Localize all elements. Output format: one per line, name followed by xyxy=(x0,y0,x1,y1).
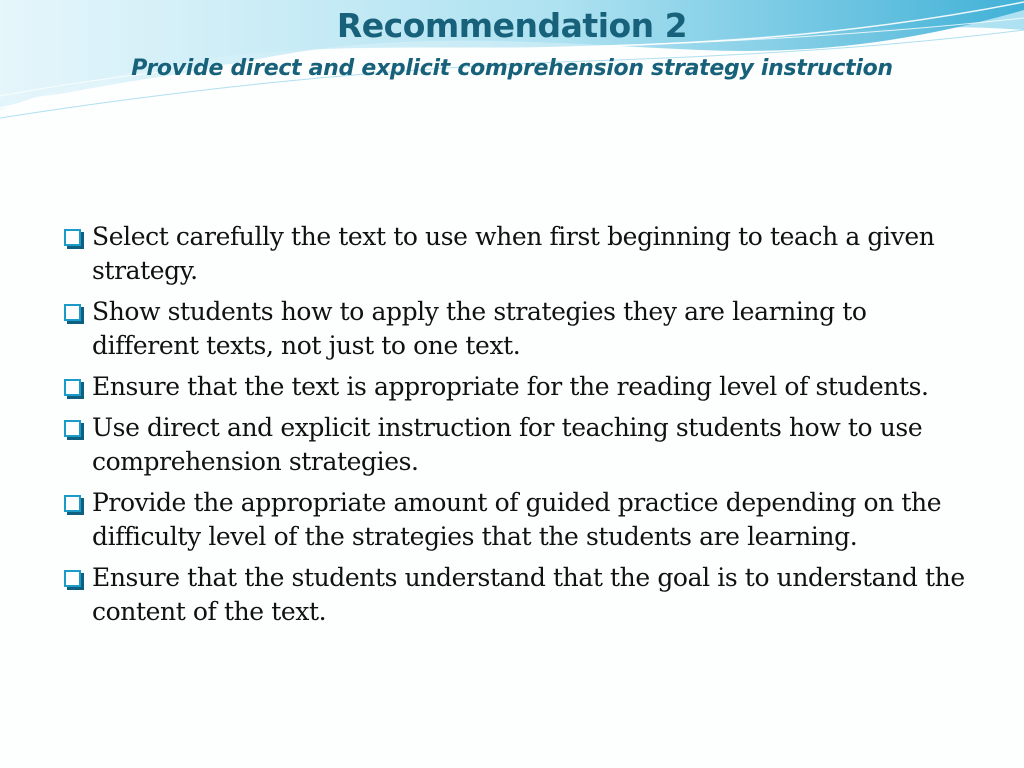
square-checkbox-bullet-icon xyxy=(64,304,81,321)
square-checkbox-bullet-icon xyxy=(64,495,81,512)
bullet-item xyxy=(62,561,972,629)
bullet-text: Ensure that the students understand that the goal is to understand the content of the text. xyxy=(92,563,965,626)
title-block xyxy=(0,0,1024,84)
bullet-item xyxy=(62,411,972,479)
square-checkbox-bullet-icon xyxy=(64,420,81,437)
bullet-list xyxy=(62,220,972,636)
bullet-text: Provide the appropriate amount of guided practice depending on the difficulty level of the strategies that the students are learning. xyxy=(92,488,942,551)
bullet-item xyxy=(62,295,972,363)
square-checkbox-bullet-icon xyxy=(64,379,81,396)
bullet-item xyxy=(62,370,972,404)
slide-title: Recommendation 2 xyxy=(336,6,688,45)
bullet-item xyxy=(62,486,972,554)
bullet-text: Select carefully the text to use when first beginning to teach a given strategy. xyxy=(92,222,935,285)
bullet-text: Use direct and explicit instruction for teaching students how to use comprehension strategies. xyxy=(92,413,923,476)
slide-subtitle: Provide direct and explicit comprehension strategy instruction xyxy=(131,56,893,81)
bullet-text: Ensure that the text is appropriate for the reading level of students. xyxy=(92,372,929,401)
square-checkbox-bullet-icon xyxy=(64,229,81,246)
bullet-item xyxy=(62,220,972,288)
bullet-text: Show students how to apply the strategies they are learning to different texts, not just to one text. xyxy=(92,297,867,360)
square-checkbox-bullet-icon xyxy=(64,570,81,587)
